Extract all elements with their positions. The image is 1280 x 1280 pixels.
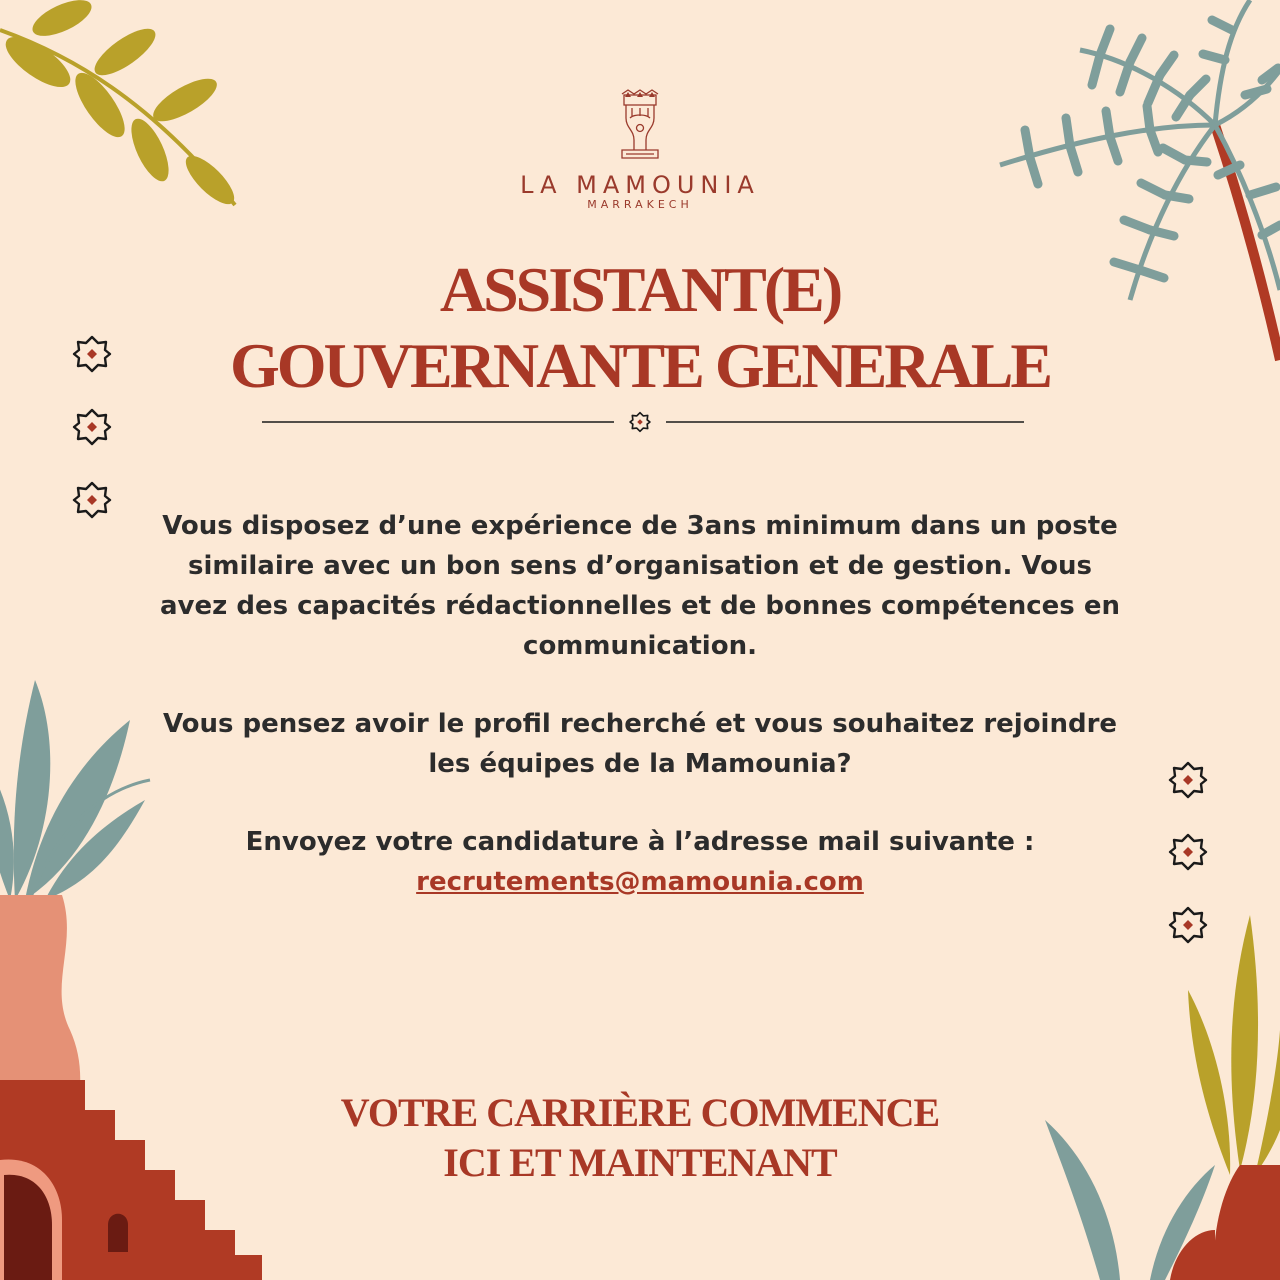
career-slogan bbox=[190, 1088, 1090, 1188]
star-ornaments-right bbox=[1170, 763, 1206, 942]
application-email-link[interactable]: recrutements@mamounia.com bbox=[416, 867, 864, 897]
description-paragraph-1: Vous disposez d’une expérience de 3ans minimum dans un poste similaire avec un bon sens d’organisation et de gestion. Vous avez des capacités rédactionnelles et de bonnes compétences en communication. bbox=[160, 511, 1120, 661]
job-title-line2: GOUVERNANTE GENERALE bbox=[229, 330, 1051, 401]
brand-city: MARRAKECH bbox=[587, 198, 693, 211]
description-paragraph-3: Envoyez votre candidature à l’adresse mail suivante : bbox=[245, 827, 1035, 857]
job-description bbox=[150, 506, 1130, 902]
description-paragraph-2: Vous pensez avoir le profil recherché et vous souhaitez rejoindre les équipes de la Mamounia? bbox=[162, 709, 1118, 779]
leaves-bottom-left bbox=[0, 680, 150, 900]
career-slogan-line2: ICI ET MAINTENANT bbox=[443, 1140, 837, 1185]
brand-logo bbox=[440, 88, 840, 212]
title-divider bbox=[262, 413, 1024, 432]
job-title bbox=[140, 252, 1140, 404]
career-slogan-line1: VOTRE CARRIÈRE COMMENCE bbox=[340, 1090, 940, 1135]
mamounia-emblem-icon bbox=[618, 88, 662, 164]
brand-name: LA MAMOUNIA bbox=[520, 171, 760, 199]
star-ornaments-left bbox=[74, 337, 110, 517]
olive-branch-top-left bbox=[0, 0, 241, 211]
job-title-line1: ASSISTANT(E) bbox=[439, 254, 841, 325]
